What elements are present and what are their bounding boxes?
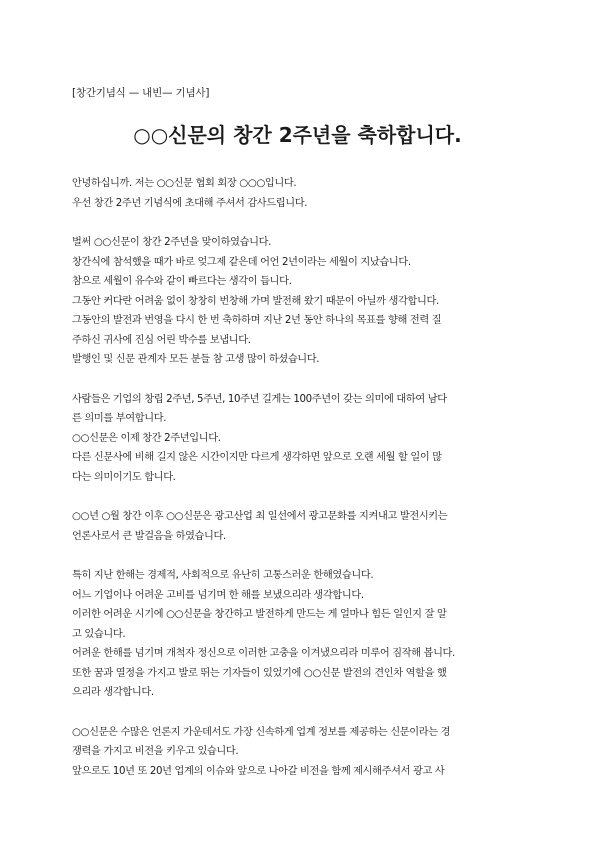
paragraph-line: 으리라 생각합니다. [72, 687, 154, 698]
paragraph-line: 른 의미를 부여합니다. [72, 413, 167, 424]
paragraph [72, 174, 534, 213]
document-title: ○○신문의 창간 2주년을 축하합니다. [133, 123, 462, 147]
paragraph [72, 723, 534, 782]
paragraph-line: 언론사로서 큰 발걸음을 하였습니다. [72, 530, 226, 542]
document-body [72, 174, 534, 801]
paragraph [72, 566, 534, 703]
paragraph-line: 또한 꿈과 열정을 가지고 발로 뛰는 기자들이 있었기에 ○○신문 발전의 견인차 역할을 했 [72, 667, 447, 679]
paragraph [72, 233, 534, 370]
paragraph-line: ○○신문은 이제 창간 2주년입니다. [72, 432, 221, 444]
paragraph [72, 390, 534, 488]
paragraph-line: 벌써 ○○신문이 창간 2주년을 맞이하였습니다. [72, 237, 271, 248]
paragraph-line: ○○년 ○월 창간 이후 ○○신문은 광고산업 최 일선에서 광고문화를 지켜내고 발전시키는 [72, 511, 448, 522]
paragraph-line: 발행인 및 신문 관계자 모든 분들 참 고생 많이 하셨습니다. [72, 354, 320, 365]
paragraph-line: 쟁력을 가지고 비전을 키우고 있습니다. [72, 746, 239, 757]
paragraph-line: 앞으로도 10년 또 20년 업계의 이슈와 앞으로 나아갈 비전을 함께 제시해주셔서 광고 사 [72, 765, 445, 777]
paragraph-line: 참으로 세월이 유수와 같이 빠르다는 생각이 듭니다. [72, 276, 292, 287]
document-header-label: [창간기념식 — 내빈— 기념사] [72, 87, 210, 99]
paragraph-line: 주하신 귀사에 진심 어린 박수를 보냅니다. [72, 334, 251, 346]
paragraph-line: 사람들은 기업의 창립 2주년, 5주년, 10주년 길게는 100주년이 갖는 의미에 대하여 남다 [72, 393, 447, 405]
paragraph-line: 그동안 커다란 어려움 없이 창창히 번창해 가며 발전해 왔기 때문이 아닐까 생각합니다. [72, 295, 439, 307]
paragraph-line: 이러한 어려운 시기에 ○○신문을 창간하고 발전하게 만드는 게 얼마나 힘든 일인지 잘 알 [72, 609, 447, 620]
paragraph-line: 다는 의미이기도 합니다. [72, 471, 176, 483]
paragraph-line: 어느 기업이나 어려운 고비를 넘기며 한 해를 보냈으리라 생각합니다. [72, 589, 364, 601]
paragraph-line: 고 있습니다. [72, 628, 126, 640]
paragraph-line: 특히 지난 한해는 경제적, 사회적으로 유난히 고통스러운 한해였습니다. [72, 570, 374, 581]
paragraph-line: 창간식에 참석했을 때가 바로 엊그제 같은데 어언 2년이라는 세월이 지났습니다. [72, 256, 411, 268]
paragraph-line: ○○신문은 수많은 언론지 가운데서도 가장 신속하게 업계 정보를 제공하는 신문이라는 경 [72, 726, 451, 738]
paragraph-line: 어려운 한해를 넘기며 개척자 정신으로 이러한 고충을 이겨냈으리라 미루어 짐작해 봅니다. [72, 648, 455, 659]
paragraph [72, 507, 534, 546]
paragraph-line: 그동안의 발전과 번영을 다시 한 번 축하하며 지난 2년 동안 하나의 목표를 향해 전력 질 [72, 315, 442, 326]
paragraph-line: 우선 창간 2주년 기념식에 초대해 주셔서 감사드립니다. [72, 197, 308, 209]
paragraph-line: 다른 신문사에 비해 길지 않은 시간이지만 다르게 생각하면 앞으로 오랜 세월 할 일이 많 [72, 452, 442, 463]
paragraph-line: 안녕하십니까. 저는 ○○신문 협회 회장 ○○○입니다. [72, 178, 297, 189]
